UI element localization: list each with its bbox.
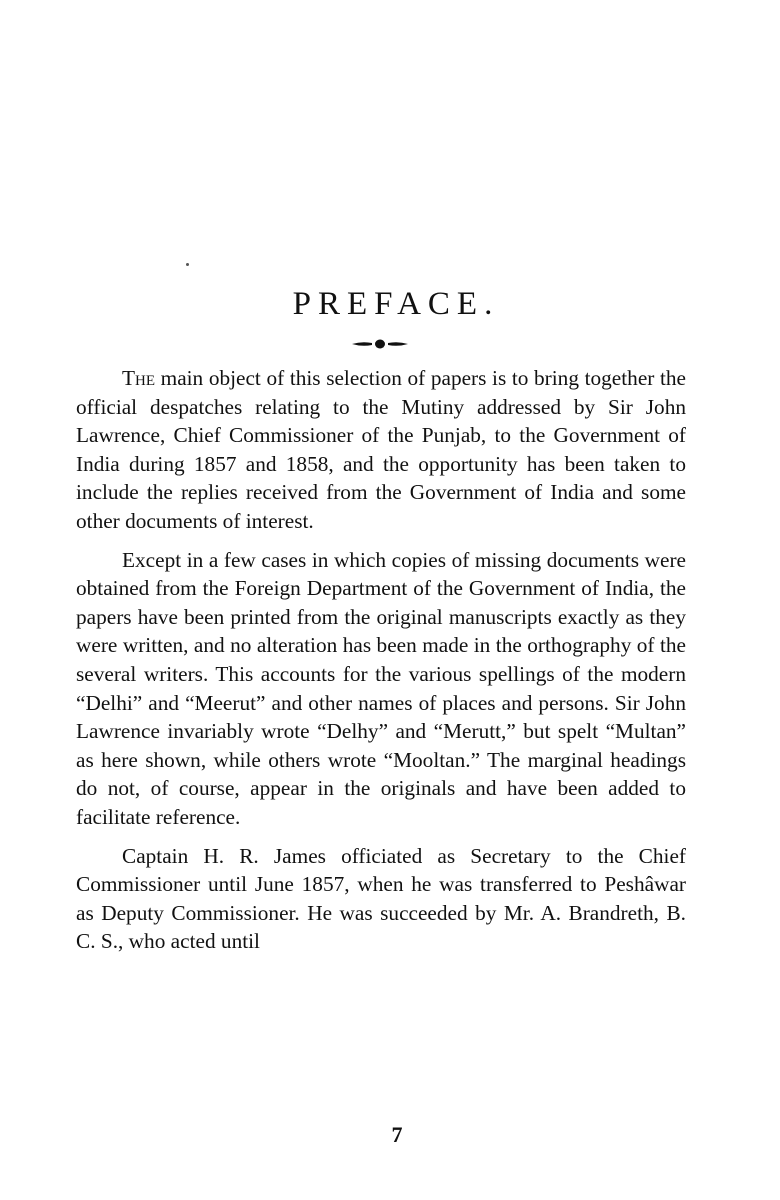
page-title: PREFACE. bbox=[292, 286, 500, 322]
paragraph-1 bbox=[76, 364, 686, 536]
print-speck bbox=[186, 263, 189, 266]
page-number: 7 bbox=[391, 1122, 403, 1147]
paragraph-3: Captain H. R. James officiated as Secretary to the Chief Commissioner until June 1857, when he was transferred to Peshâwar as Deputy Commissioner. He was succeeded by Mr. A. Brandreth, B. C. S., who acted until bbox=[76, 843, 686, 954]
dash-dot-dash-ornament-icon bbox=[350, 337, 410, 351]
paragraph-1-opening-word: The bbox=[122, 366, 156, 390]
preface-body bbox=[76, 364, 686, 966]
paragraph-2: Except in a few cases in which copies of missing documents were obtained from the Foreign Department of the Government of India, the papers have been printed from the original manuscripts exactly as they were written, and no alteration has been made in the orthography of the several writers. This accounts for the various spellings of the modern “Delhi” and “Meerut” and other names of places and persons. Sir John Lawrence invariably wrote “Delhy” and “Merutt,” but spelt “Multan” as here shown, while others wrote “Mooltan.” The marginal headings do not, of course, appear in the originals and have been added to facilitate reference. bbox=[76, 547, 686, 829]
paragraph-1-text: main object of this selection of papers is to bring together the official despatches relating to the Mutiny addressed by Sir John Lawrence, Chief Commissioner of the Punjab, to the Government of India during 1857 and 1858, and the opportunity has been taken to include the replies received from the Government of India and some other documents of interest. bbox=[76, 366, 686, 533]
